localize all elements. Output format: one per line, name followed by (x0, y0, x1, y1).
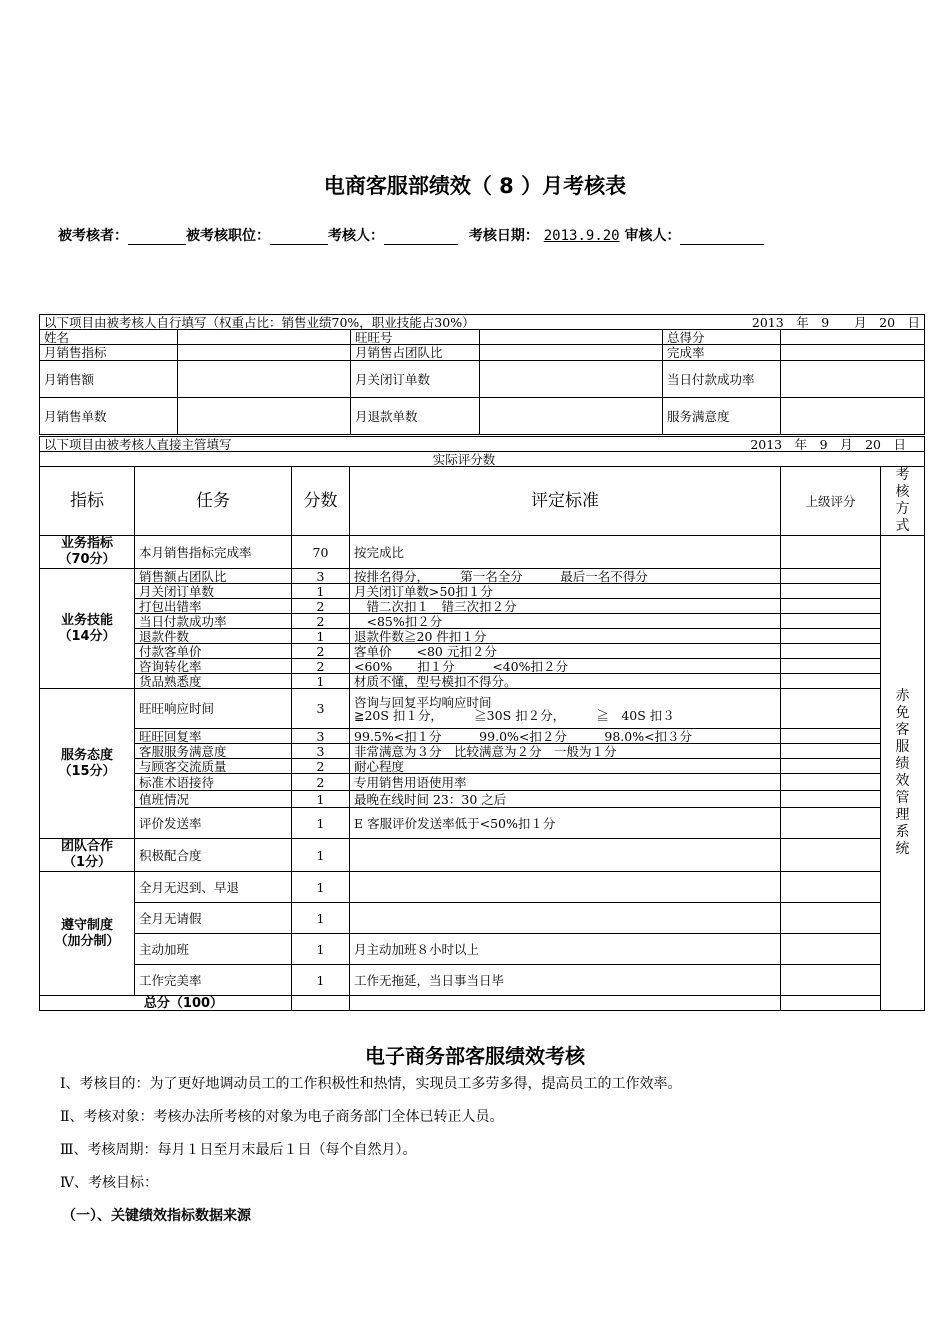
team-share-input[interactable] (480, 345, 663, 361)
superior-score-input[interactable] (781, 659, 881, 674)
header-superior: 上级评分 (781, 467, 881, 536)
closed-orders-input[interactable] (480, 361, 663, 398)
task-cell: 标准术语接待 (135, 774, 292, 791)
category-service-attitude: 服务态度 （15分） (40, 689, 135, 839)
superior-score-input[interactable] (781, 934, 881, 965)
standard-cell: E 客服评价发送率低于<50%扣１分 (350, 808, 781, 839)
task-cell: 与顾客交流质量 (135, 759, 292, 774)
evaluation-table (39, 436, 925, 1011)
wangwang-label: 旺旺号 (351, 330, 480, 345)
standard-cell: 耐心程度 (350, 759, 781, 774)
score-cell: 3 (292, 729, 350, 744)
score-cell: 3 (292, 744, 350, 759)
score-cell: 1 (292, 965, 350, 996)
examination-info-line (58, 225, 764, 245)
standard-cell: <85%扣２分 (350, 614, 781, 629)
refund-count-label: 月退款单数 (351, 398, 480, 435)
score-cell: 1 (292, 872, 350, 903)
self-fill-table (39, 314, 925, 435)
position-field[interactable] (270, 230, 328, 245)
score-cell: 2 (292, 659, 350, 674)
score-cell: 2 (292, 644, 350, 659)
self-fill-note: 以下项目由被考核人自行填写（权重占比：销售业绩70%，职业技能占30%） (44, 314, 475, 330)
examiner-label: 考核人： (328, 228, 384, 244)
superior-score-input[interactable] (781, 759, 881, 774)
examinee-label: 被考核者： (58, 228, 128, 244)
score-cell: 1 (292, 903, 350, 934)
score-cell: 1 (292, 791, 350, 808)
standard-line: ≧20S 扣１分， ≧30S 扣２分， ≧ 40S 扣３ (354, 707, 675, 723)
name-input[interactable] (178, 330, 351, 345)
superior-score-input[interactable] (781, 839, 881, 872)
task-cell: 月关闭订单数 (135, 584, 292, 599)
standard-cell: 非常满意为３分 比较满意为２分 一般为１分 (350, 744, 781, 759)
superior-score-input[interactable] (781, 744, 881, 759)
task-cell: 值班情况 (135, 791, 292, 808)
paragraph-period: Ⅲ、考核周期：每月１日至月末最后１日（每个自然月）。 (60, 1142, 417, 1158)
task-cell: 退款件数 (135, 629, 292, 644)
total-score-cell[interactable] (292, 996, 350, 1011)
name-label: 姓名 (40, 330, 178, 345)
team-share-label: 月销售占团队比 (351, 345, 480, 361)
standard-cell: 专用销售用语使用率 (350, 774, 781, 791)
payment-success-input[interactable] (781, 361, 925, 398)
standard-cell: 99.5%<扣１分 99.0%<扣２分 98.0%<扣３分 (350, 729, 781, 744)
score-cell: 1 (292, 839, 350, 872)
standard-cell: 工作无拖延，当日事当日毕 (350, 965, 781, 996)
task-cell: 工作完美率 (135, 965, 292, 996)
paragraph-purpose: Ⅰ、考核目的：为了更好地调动员工的工作积极性和热情，实现员工多劳多得，提高员工的工作效率。 (60, 1076, 682, 1092)
score-cell: 2 (292, 759, 350, 774)
standard-cell: 月关闭订单数>50扣１分 (350, 584, 781, 599)
examiner-field[interactable] (384, 230, 458, 245)
total-score-input[interactable] (781, 330, 925, 345)
monthly-sales-input[interactable] (178, 361, 351, 398)
header-score: 分数 (292, 467, 350, 536)
header-indicator: 指标 (40, 467, 135, 536)
score-cell: 3 (292, 569, 350, 584)
total-superior-cell[interactable] (781, 996, 881, 1011)
date-label: 考核日期： (468, 228, 539, 244)
superior-score-input[interactable] (781, 614, 881, 629)
score-cell: 2 (292, 599, 350, 614)
superior-score-input[interactable] (781, 644, 881, 659)
header-standard: 评定标准 (350, 467, 781, 536)
category-business-target: 业务指标 （70分） (40, 536, 135, 569)
standard-cell (350, 903, 781, 934)
standard-cell (350, 839, 781, 872)
standard-cell (350, 872, 781, 903)
order-count-input[interactable] (178, 398, 351, 435)
task-cell: 评价发送率 (135, 808, 292, 839)
standard-cell: 月主动加班８小时以上 (350, 934, 781, 965)
superior-score-input[interactable] (781, 689, 881, 729)
wangwang-input[interactable] (480, 330, 663, 345)
refund-count-input[interactable] (480, 398, 663, 435)
superior-score-input[interactable] (781, 584, 881, 599)
task-cell: 货品熟悉度 (135, 674, 292, 689)
task-cell: 全月无迟到、早退 (135, 872, 292, 903)
superior-score-input[interactable] (781, 903, 881, 934)
score-cell: 2 (292, 614, 350, 629)
total-label: 总分（100） (40, 996, 292, 1011)
superior-score-input[interactable] (781, 674, 881, 689)
method-value: 赤免客服绩效管理系统 (895, 688, 910, 857)
date-value: 2013.9.20 (543, 228, 620, 244)
task-cell: 全月无请假 (135, 903, 292, 934)
task-cell: 客服服务满意度 (135, 744, 292, 759)
task-cell: 付款客单价 (135, 644, 292, 659)
monthly-target-label: 月销售指标 (40, 345, 178, 361)
task-cell: 旺旺响应时间 (135, 689, 292, 729)
superior-score-input[interactable] (781, 599, 881, 614)
section-title: 电子商务部客服绩效考核 (365, 1044, 585, 1068)
actual-score-heading: 实际评分数 (40, 452, 925, 467)
closed-orders-label: 月关闭订单数 (351, 361, 480, 398)
score-cell: 1 (292, 808, 350, 839)
examinee-field[interactable] (128, 230, 186, 245)
score-cell: 1 (292, 584, 350, 599)
monthly-sales-label: 月销售额 (40, 361, 178, 398)
task-cell: 当日付款成功率 (135, 614, 292, 629)
standard-line: 咨询与回复平均响应时间 (354, 694, 492, 710)
supervisor-note-row (40, 437, 925, 452)
score-cell: 1 (292, 674, 350, 689)
category-teamwork: 团队合作 （1分） (40, 839, 135, 872)
subheading-kpi-source: （一）、关键绩效指标数据来源 (62, 1208, 251, 1224)
score-cell: 1 (292, 934, 350, 965)
monthly-target-input[interactable] (178, 345, 351, 361)
score-cell: 1 (292, 629, 350, 644)
score-cell: 2 (292, 774, 350, 791)
task-cell: 主动加班 (135, 934, 292, 965)
completion-rate-label: 完成率 (663, 345, 781, 361)
header-task: 任务 (135, 467, 292, 536)
task-cell: 本月销售指标完成率 (135, 536, 292, 569)
standard-cell: 材质不懂，型号模扣不得分。 (350, 674, 781, 689)
superior-score-input[interactable] (781, 629, 881, 644)
task-cell: 销售额占团队比 (135, 569, 292, 584)
score-cell: 70 (292, 536, 350, 569)
superior-score-input[interactable] (781, 569, 881, 584)
superior-score-input[interactable] (781, 774, 881, 791)
total-standard-cell (350, 996, 781, 1011)
total-score-label: 总得分 (663, 330, 781, 345)
task-cell: 打包出错率 (135, 599, 292, 614)
standard-cell: <60% 扣１分 <40%扣２分 (350, 659, 781, 674)
task-cell: 积极配合度 (135, 839, 292, 872)
superior-score-input[interactable] (781, 791, 881, 808)
standard-cell: 客单价 <80 元扣２分 (350, 644, 781, 659)
completion-rate-input[interactable] (781, 345, 925, 361)
page-title: 电商客服部绩效（ 8 ）月考核表 (323, 174, 627, 198)
supervisor-date: 2013 年 9 月 20 日 (750, 436, 906, 452)
category-business-skill: 业务技能 （14分） (40, 569, 135, 689)
supervisor-note: 以下项目由被考核人直接主管填写 (44, 436, 232, 452)
standard-cell (350, 689, 781, 729)
payment-success-label: 当日付款成功率 (663, 361, 781, 398)
superior-score-input[interactable] (781, 872, 881, 903)
task-cell: 旺旺回复率 (135, 729, 292, 744)
standard-cell: 退款件数≧20 件扣１分 (350, 629, 781, 644)
reviewer-field[interactable] (680, 230, 764, 245)
paragraph-target-group: Ⅱ、考核对象：考核办法所考核的对象为电子商务部门全体已转正人员。 (60, 1109, 504, 1125)
standard-cell: 按排名得分， 第一名全分 最后一名不得分 (350, 569, 781, 584)
category-compliance: 遵守制度 （加分制） (40, 872, 135, 996)
header-method-cell (881, 467, 925, 536)
order-count-label: 月销售单数 (40, 398, 178, 435)
method-cell (881, 536, 925, 1011)
satisfaction-input[interactable] (781, 398, 925, 435)
task-cell: 咨询转化率 (135, 659, 292, 674)
score-cell: 3 (292, 689, 350, 729)
reviewer-label: 审核人： (624, 228, 681, 244)
superior-score-input[interactable] (781, 808, 881, 839)
superior-score-input[interactable] (781, 536, 881, 569)
superior-score-input[interactable] (781, 965, 881, 996)
paragraph-goal: Ⅳ、考核目标： (60, 1175, 158, 1191)
position-label: 被考核职位： (186, 228, 270, 244)
superior-score-input[interactable] (781, 729, 881, 744)
self-fill-date: 2013 年 9 月 20 日 (751, 314, 921, 330)
header-method: 考核方式 (895, 467, 910, 534)
standard-cell: 按完成比 (350, 536, 781, 569)
self-fill-note-row (40, 315, 925, 330)
satisfaction-label: 服务满意度 (663, 398, 781, 435)
standard-cell: 错二次扣１ 错三次扣２分 (350, 599, 781, 614)
standard-cell: 最晚在线时间 23：30 之后 (350, 791, 781, 808)
